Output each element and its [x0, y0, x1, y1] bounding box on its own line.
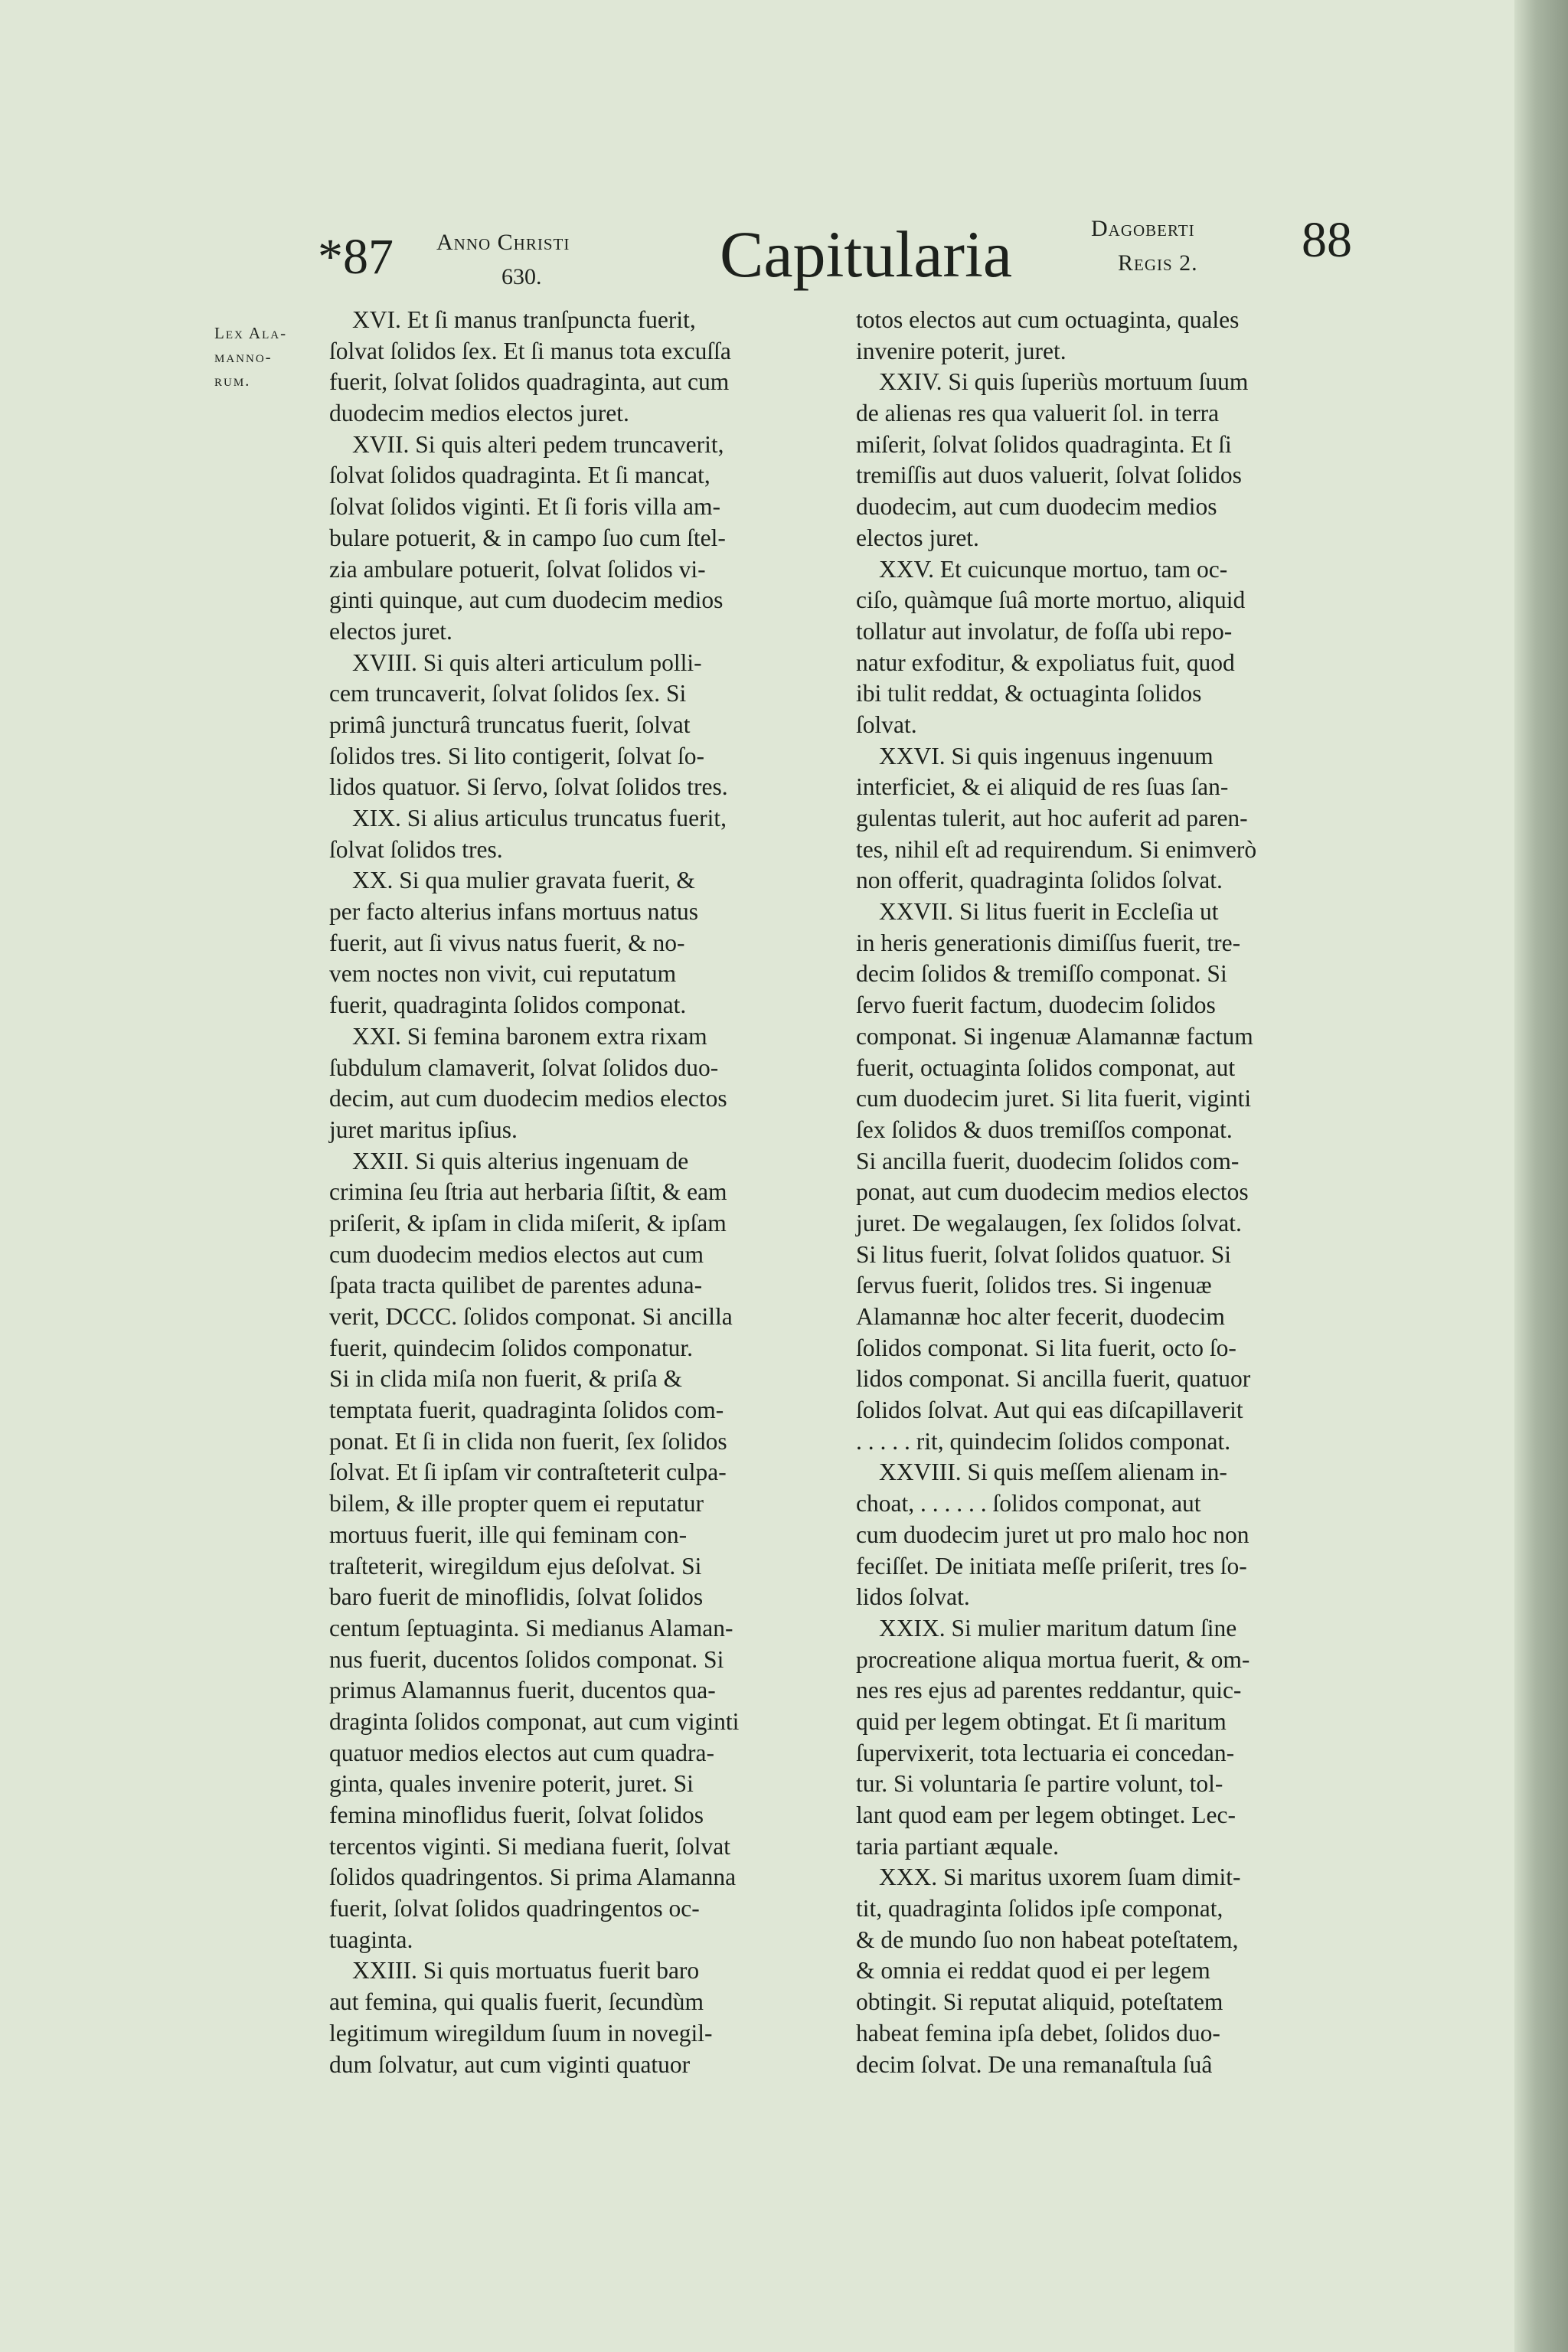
text-line: componat. Si ingenuæ Alamannæ factum: [856, 1022, 1253, 1050]
running-title: Capitularia: [720, 217, 1013, 291]
text-line: XVI. Et ſi manus tranſpuncta fuerit,: [352, 306, 696, 333]
text-line: totos electos aut cum octuaginta, quales: [856, 306, 1240, 333]
text-line: per facto alterius infans mortuus natus: [329, 898, 698, 926]
margin-note: [214, 322, 322, 393]
text-line: interficiet, & ei aliquid de res ſuas ſan-: [856, 773, 1229, 801]
text-line: decim ſolvat. De una remanaſtula ſuâ: [856, 2050, 1213, 2078]
text-line: XXIII. Si quis mortuatus fuerit baro: [352, 1957, 700, 1984]
text-line: ſolvat. Et ſi ipſam vir contraſteterit culpa-: [329, 1459, 727, 1486]
text-line: lidos componat. Si ancilla fuerit, quatuor: [856, 1365, 1251, 1393]
text-line: duodecim medios electos juret.: [329, 400, 629, 427]
text-line: ſex ſolidos & duos tremiſſos componat.: [856, 1116, 1233, 1143]
text-line: & de mundo ſuo non habeat poteſtatem,: [856, 1926, 1239, 1953]
text-line: dum ſolvatur, aut cum viginti quatuor: [329, 2050, 691, 2078]
text-line: feciſſet. De initiata meſſe priſerit, tres ſo-: [856, 1552, 1247, 1579]
text-line: bulare potuerit, & in campo ſuo cum ſtel-: [329, 524, 726, 551]
text-line: in heris generationis dimiſſus fuerit, tre-: [856, 929, 1241, 956]
text-line: duodecim, aut cum duodecim medios: [856, 493, 1217, 521]
text-line: Si in clida miſa non fuerit, & priſa &: [329, 1365, 683, 1393]
text-line: XXV. Et cuicunque mortuo, tam oc-: [879, 555, 1228, 583]
text-line: ſupervixerit, tota lectuaria ei concedan-: [856, 1739, 1235, 1766]
text-line: XXIX. Si mulier maritum datum ſine: [879, 1614, 1237, 1642]
text-line: . . . . . rit, quindecim ſolidos componat.: [856, 1427, 1231, 1455]
left-column: [329, 305, 835, 2080]
text-line: decim, aut cum duodecim medios electos: [329, 1085, 727, 1112]
text-line: fuerit, aut ſi vivus natus fuerit, & no-: [329, 929, 685, 956]
text-line: taria partiant æquale.: [856, 1832, 1060, 1860]
text-line: tes, nihil eſt ad requirendum. Si enimverò: [856, 835, 1257, 863]
margin-note-line: Lex Ala-: [214, 324, 288, 342]
text-line: XXIV. Si quis ſuperiùs mortuum ſuum: [879, 368, 1249, 396]
text-line: XX. Si qua mulier gravata fuerit, &: [352, 867, 695, 894]
text-line: tit, quadraginta ſolidos ipſe componat,: [856, 1895, 1223, 1922]
text-line: XIX. Si alius articulus truncatus fuerit,: [352, 805, 727, 831]
text-line: ſolidos ſolvat. Aut qui eas diſcapillaverit: [856, 1396, 1243, 1424]
text-line: XXVI. Si quis ingenuus ingenuum: [879, 742, 1214, 769]
text-line: lant quod eam per legem obtinget. Lec-: [856, 1802, 1236, 1828]
text-line: XXVIII. Si quis meſſem alienam in-: [879, 1459, 1227, 1486]
text-line: ſpata tracta quilibet de parentes aduna-: [329, 1272, 703, 1299]
text-line: fuerit, quadraginta ſolidos componat.: [329, 991, 687, 1019]
text-line: fuerit, octuaginta ſolidos componat, aut: [856, 1054, 1236, 1081]
text-line: habeat femina ipſa debet, ſolidos duo-: [856, 2019, 1220, 2047]
text-line: juret. De wegalaugen, ſex ſolidos ſolvat.: [856, 1209, 1242, 1236]
text-line: draginta ſolidos componat, aut cum viginti: [329, 1707, 740, 1735]
text-line: centum ſeptuaginta. Si medianus Alaman-: [329, 1614, 733, 1642]
text-line: lidos quatuor. Si ſervo, ſolvat ſolidos tres.: [329, 773, 728, 801]
text-line: ſolidos tres. Si lito contigerit, ſolvat ſo-: [329, 742, 704, 769]
margin-note-line: rum.: [214, 371, 251, 390]
text-line: ſolvat ſolidos tres.: [329, 835, 503, 863]
text-line: quatuor medios electos aut cum quadra-: [329, 1739, 714, 1766]
anno-year: 630.: [501, 264, 542, 289]
text-line: fuerit, ſolvat ſolidos quadraginta, aut cum: [329, 368, 730, 396]
text-line: electos juret.: [856, 524, 979, 551]
text-line: decim ſolidos & tremiſſo componat. Si: [856, 960, 1227, 988]
text-line: miſerit, ſolvat ſolidos quadraginta. Et ſi: [856, 430, 1232, 458]
text-line: tremiſſis aut duos valuerit, ſolvat ſolidos: [856, 462, 1242, 489]
text-line: nus fuerit, ducentos ſolidos componat. Si: [329, 1645, 724, 1673]
text-line: tuaginta.: [329, 1926, 413, 1953]
text-line: traſteterit, wiregildum ejus deſolvat. Si: [329, 1552, 702, 1579]
text-line: gulentas tulerit, aut hoc auferit ad paren-: [856, 805, 1248, 831]
text-line: quid per legem obtingat. Et ſi maritum: [856, 1707, 1227, 1735]
text-line: ibi tulit reddat, & octuaginta ſolidos: [856, 680, 1202, 707]
text-line: fuerit, quindecim ſolidos componatur.: [329, 1334, 694, 1361]
text-line: XVIII. Si quis alteri articulum polli-: [352, 648, 702, 676]
text-line: choat, . . . . . . ſolidos componat, aut: [856, 1490, 1201, 1517]
text-line: ſolvat ſolidos viginti. Et ſi foris villa am-: [329, 493, 720, 521]
text-line: de alienas res qua valuerit ſol. in terra: [856, 400, 1220, 427]
text-line: Si litus fuerit, ſolvat ſolidos quatuor. Si: [856, 1240, 1232, 1268]
text-line: invenire poterit, juret.: [856, 337, 1067, 364]
margin-note-line: manno-: [214, 348, 273, 366]
page-header: [0, 0, 1568, 291]
dagoberti-label: Dagoberti: [1091, 216, 1195, 241]
text-line: Si ancilla fuerit, duodecim ſolidos com-: [856, 1147, 1240, 1174]
text-line: verit, DCCC. ſolidos componat. Si ancilla: [329, 1303, 733, 1330]
text-line: non offerit, quadraginta ſolidos ſolvat.: [856, 867, 1223, 894]
text-line: & omnia ei reddat quod ei per legem: [856, 1957, 1210, 1984]
text-line: juret maritus ipſius.: [329, 1116, 518, 1143]
text-line: cum duodecim juret. Si lita fuerit, viginti: [856, 1085, 1252, 1112]
text-line: XVII. Si quis alteri pedem truncaverit,: [352, 430, 724, 458]
text-line: aut femina, qui qualis fuerit, ſecundùm: [329, 1988, 704, 2016]
text-line: ſolvat ſolidos quadraginta. Et ſi mancat,: [329, 462, 710, 489]
text-line: electos juret.: [329, 617, 452, 645]
text-line: ſolvat.: [856, 710, 917, 738]
text-line: tur. Si voluntaria ſe partire volunt, tol-: [856, 1770, 1223, 1798]
right-column: [856, 305, 1361, 2080]
text-line: ſervo fuerit factum, duodecim ſolidos: [856, 991, 1216, 1019]
text-line: ſervus fuerit, ſolidos tres. Si ingenuæ: [856, 1272, 1212, 1299]
text-line: fuerit, ſolvat ſolidos quadringentos oc-: [329, 1895, 700, 1922]
text-line: priſerit, & ipſam in clida miſerit, & ipſam: [329, 1209, 727, 1236]
text-line: ponat, aut cum duodecim medios electos: [856, 1178, 1249, 1206]
text-line: mortuus fuerit, ille qui feminam con-: [329, 1521, 688, 1548]
text-line: lidos ſolvat.: [856, 1583, 970, 1611]
text-line: natur exfoditur, & expoliatus fuit, quod: [856, 648, 1235, 676]
page-edge: [1514, 0, 1568, 2352]
text-line: temptata fuerit, quadraginta ſolidos com-: [329, 1396, 724, 1424]
text-line: XXII. Si quis alterius ingenuam de: [352, 1147, 689, 1174]
text-line: procreatione aliqua mortua fuerit, & om-: [856, 1645, 1250, 1673]
text-line: XXX. Si maritus uxorem ſuam dimit-: [879, 1864, 1241, 1891]
text-line: vem noctes non vivit, cui reputatum: [329, 960, 677, 988]
text-line: femina minoflidus fuerit, ſolvat ſolidos: [329, 1802, 704, 1828]
text-line: baro fuerit de minoflidis, ſolvat ſolidos: [329, 1583, 704, 1611]
text-line: ginti quinque, aut cum duodecim medios: [329, 586, 724, 614]
text-line: ſubdulum clamaverit, ſolvat ſolidos duo-: [329, 1054, 719, 1081]
text-line: tercentos viginti. Si mediana fuerit, ſolvat: [329, 1832, 730, 1860]
text-line: primus Alamannus fuerit, ducentos qua-: [329, 1677, 716, 1704]
text-line: cum duodecim medios electos aut cum: [329, 1240, 704, 1268]
text-line: ſolidos componat. Si lita fuerit, octo ſo-: [856, 1334, 1236, 1361]
text-line: cem truncaverit, ſolvat ſolidos ſex. Si: [329, 680, 687, 707]
text-line: bilem, & ille propter quem ei reputatur: [329, 1490, 704, 1517]
text-line: nes res ejus ad parentes reddantur, quic-: [856, 1677, 1242, 1704]
text-line: Alamannæ hoc alter fecerit, duodecim: [856, 1303, 1225, 1330]
page-number-right: 88: [1302, 212, 1352, 268]
regis-label: Regis 2.: [1118, 250, 1198, 276]
text-line: cum duodecim juret ut pro malo hoc non: [856, 1521, 1250, 1548]
text-line: legitimum wiregildum ſuum in novegil-: [329, 2019, 713, 2047]
anno-christi-label: Anno Christi: [436, 230, 570, 255]
text-line: XXI. Si femina baronem extra rixam: [352, 1022, 707, 1050]
text-line: zia ambulare potuerit, ſolvat ſolidos vi-: [329, 555, 706, 583]
text-line: primâ juncturâ truncatus fuerit, ſolvat: [329, 710, 691, 738]
text-line: crimina ſeu ſtria aut herbaria ſiſtit, & eam: [329, 1178, 727, 1206]
text-line: ponat. Et ſi in clida non fuerit, ſex ſolidos: [329, 1427, 727, 1455]
text-line: ſolvat ſolidos ſex. Et ſi manus tota excuſſa: [329, 337, 731, 364]
text-line: tollatur aut involatur, de foſſa ubi repo-: [856, 617, 1233, 645]
text-line: ſolidos quadringentos. Si prima Alamanna: [329, 1864, 737, 1891]
text-line: obtingit. Si reputat aliquid, poteſtatem: [856, 1988, 1223, 2016]
text-line: ciſo, quàmque ſuâ morte mortuo, aliquid: [856, 586, 1246, 614]
page-number-left: *87: [318, 229, 394, 285]
text-line: ginta, quales invenire poterit, juret. Si: [329, 1770, 694, 1798]
text-line: XXVII. Si litus fuerit in Eccleſia ut: [879, 898, 1219, 926]
